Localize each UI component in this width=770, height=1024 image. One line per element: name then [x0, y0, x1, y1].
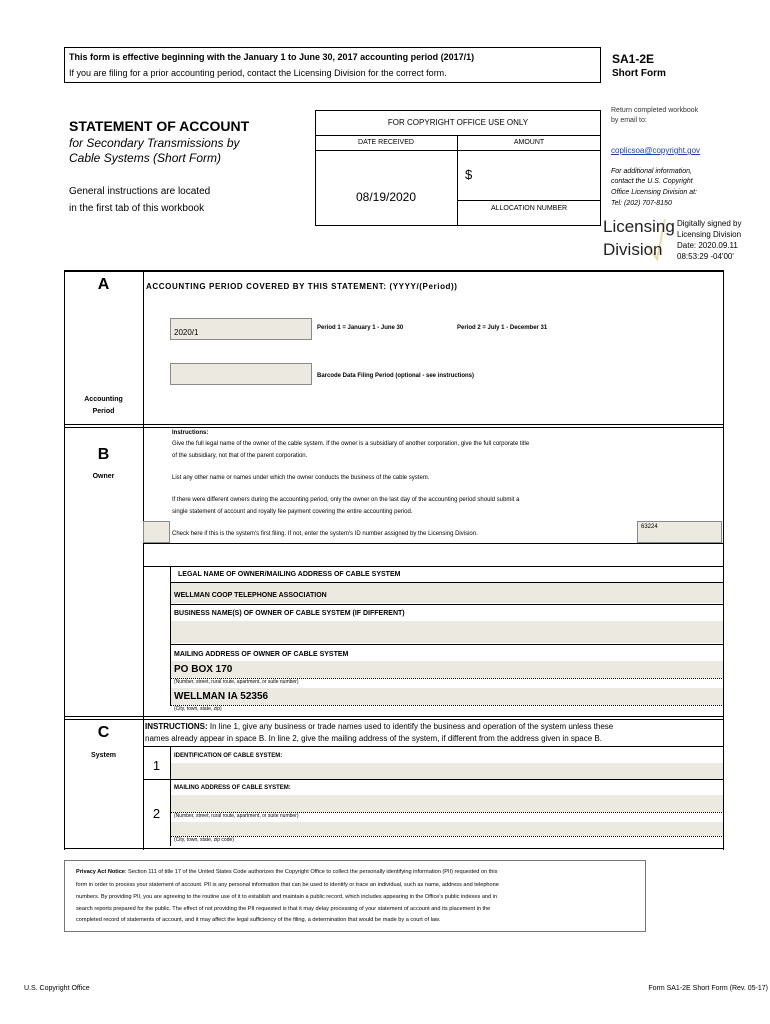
return-line-1: Return completed workbook — [611, 107, 699, 114]
accounting-period-value: 2020/1 — [174, 328, 199, 337]
mailing-address-label: MAILING ADDRESS OF OWNER OF CABLE SYSTEM — [174, 651, 349, 658]
space-c-instructions-1 — [145, 722, 613, 731]
legal-name-label: LEGAL NAME OF OWNER/MAILING ADDRESS OF CABLE SYSTEM — [178, 571, 401, 578]
space-b-instructions-5: single statement of account and royalty fee payment covering the entire accounting period. — [172, 509, 413, 515]
amount-value[interactable]: $ — [465, 167, 473, 182]
signature-name-1: Licensing — [603, 217, 675, 236]
business-name-label: BUSINESS NAME(S) OF OWNER OF CABLE SYSTEM (IF DIFFERENT) — [174, 610, 405, 617]
signature-name-2: Division — [603, 240, 663, 259]
space-c-letter: C — [97, 724, 110, 741]
privacy-line-1 — [76, 869, 497, 875]
general-instructions-1: General instructions are located — [69, 186, 211, 197]
form-code: SA1-2E — [612, 52, 655, 66]
system-id-value: 63224 — [641, 524, 658, 530]
space-a-side-2: Period — [92, 408, 115, 415]
ident-label: IDENTIFICATION OF CABLE SYSTEM: — [174, 753, 283, 759]
privacy-line-3: numbers. By providing PII, you are agreeing to the routine use of it to establish and maintain a public record, which includes appearing in the Office's public indexes and in — [76, 894, 498, 900]
contact-email-link[interactable]: coplicsoa@copyright.gov — [611, 146, 701, 155]
footer-left: U.S. Copyright Office — [24, 985, 90, 992]
privacy-head: Privacy Act Notice — [76, 869, 125, 875]
form-subtitle-2: Cable Systems (Short Form) — [69, 151, 222, 165]
general-instructions-2: in the first tab of this workbook — [69, 203, 205, 214]
space-b-instructions-head: Instructions: — [172, 430, 209, 436]
form-type: Short Form — [612, 68, 666, 79]
barcode-period-input[interactable] — [170, 363, 312, 385]
signature-detail-2: Licensing Division — [677, 230, 742, 239]
amount-label: AMOUNT — [513, 139, 545, 146]
space-b-instructions-3: List any other name or names under which the owner conducts the business of the cable system. — [172, 475, 430, 481]
legal-name-value: WELLMAN COOP TELEPHONE ASSOCIATION — [174, 592, 327, 599]
space-c-instructions-head: INSTRUCTIONS: — [145, 722, 208, 731]
form-title: STATEMENT OF ACCOUNT — [69, 118, 250, 134]
barcode-label: Barcode Data Filing Period (optional - see instructions) — [317, 373, 475, 379]
space-c-instructions-text: In line 1, give any business or trade names used to identify the business and operation of the system unless these — [207, 722, 614, 731]
contact-info-1: For additional information, — [611, 168, 692, 175]
return-line-2: by email to: — [611, 117, 647, 124]
system-street-hint: (Number, street, rural route, apartment, or suite number) — [174, 813, 299, 819]
space-a-letter: A — [97, 276, 110, 293]
line-1-number: 1 — [152, 758, 161, 773]
city-hint: (City, town, state, zip) — [174, 706, 222, 712]
space-b-letter: B — [97, 446, 110, 463]
street-hint: (Number, street, rural route, apartment, or suite number) — [174, 679, 299, 685]
street-field[interactable] — [171, 661, 723, 678]
space-b-instructions-4: If there were different owners during the accounting period, only the owner on the last day of the accounting period should submit a — [172, 497, 520, 503]
privacy-line-5: completed record of statements of account, and it may affect the legal sufficiency of the filing, a determination that would be made by a court of law. — [76, 917, 441, 923]
date-received-label: DATE RECEIVED — [358, 139, 414, 146]
line-2-number: 2 — [152, 806, 161, 821]
system-city-hint: (City, town, state, zip code) — [174, 837, 234, 843]
accounting-period-title: ACCOUNTING PERIOD COVERED BY THIS STATEMENT: (YYYY/(Period)) — [146, 282, 458, 291]
signature-detail-4: 08:53:29 -04'00' — [677, 252, 734, 261]
footer-right: Form SA1-2E Short Form (Rev. 05-17) — [648, 985, 768, 992]
system-city-field[interactable] — [171, 822, 723, 836]
date-received-value[interactable]: 08/19/2020 — [355, 190, 417, 204]
contact-info-4: Tel: (202) 707-8150 — [611, 200, 672, 207]
space-c-side: System — [91, 752, 116, 759]
mailing-system-label: MAILING ADDRESS OF CABLE SYSTEM: — [174, 785, 291, 791]
banner-line2: If you are filing for a prior accounting period, contact the Licensing Division for the correct form. — [69, 68, 447, 78]
street-value: PO BOX 170 — [174, 664, 233, 675]
allocation-number-label: ALLOCATION NUMBER — [490, 205, 568, 212]
space-b-instructions-2: of the subsidiary, not that of the parent corporation. — [172, 453, 308, 459]
office-use-title: FOR COPYRIGHT OFFICE USE ONLY — [387, 118, 529, 127]
privacy-line-2: form in order to process your statement of account. PII is any personal information that can be used to identify or trace an individual, such as name, address and telephone — [76, 882, 499, 888]
privacy-line-1-text: : Section 111 of title 17 of the United States Code authorizes the Copyright Office to collect the personally identifying information (PII) requested on this — [124, 869, 498, 875]
first-filing-checkbox[interactable] — [143, 521, 170, 543]
space-a-side-1: Accounting — [84, 396, 123, 403]
space-b-side: Owner — [92, 473, 115, 480]
space-b-instructions-1: Give the full legal name of the owner of the cable system. If the owner is a subsidiary of another corporation, give the full corporate title — [172, 441, 530, 447]
system-street-field[interactable] — [171, 795, 723, 812]
banner-line1: This form is effective beginning with the January 1 to June 30, 2017 accounting period (2017/1) — [69, 52, 475, 62]
form-subtitle-1: for Secondary Transmissions by — [69, 136, 240, 150]
period-1-note: Period 1 = January 1 - June 30 — [317, 325, 404, 331]
first-filing-text: Check here if this is the system's first filing. If not, enter the system's ID number assigned by the Licensing Division. — [172, 531, 478, 537]
contact-info-2: contact the U.S. Copyright — [611, 178, 693, 185]
privacy-line-4: search reports prepared for the public. The effect of not providing the PII requested is that it may delay processing of your statement of account and its placement in the — [76, 906, 491, 912]
signature-detail-3: Date: 2020.09.11 — [677, 241, 738, 250]
ident-field[interactable] — [171, 763, 723, 779]
business-name-field[interactable] — [171, 621, 723, 643]
space-c-instructions-2: names already appear in space B. In line 2, give the mailing address of the system, if different from the address given in space B. — [145, 734, 602, 743]
city-value: WELLMAN IA 52356 — [174, 691, 269, 702]
period-2-note: Period 2 = July 1 - December 31 — [457, 325, 548, 331]
signature-detail-1: Digitally signed by — [677, 219, 742, 228]
contact-info-3: Office Licensing Division at: — [611, 189, 697, 196]
